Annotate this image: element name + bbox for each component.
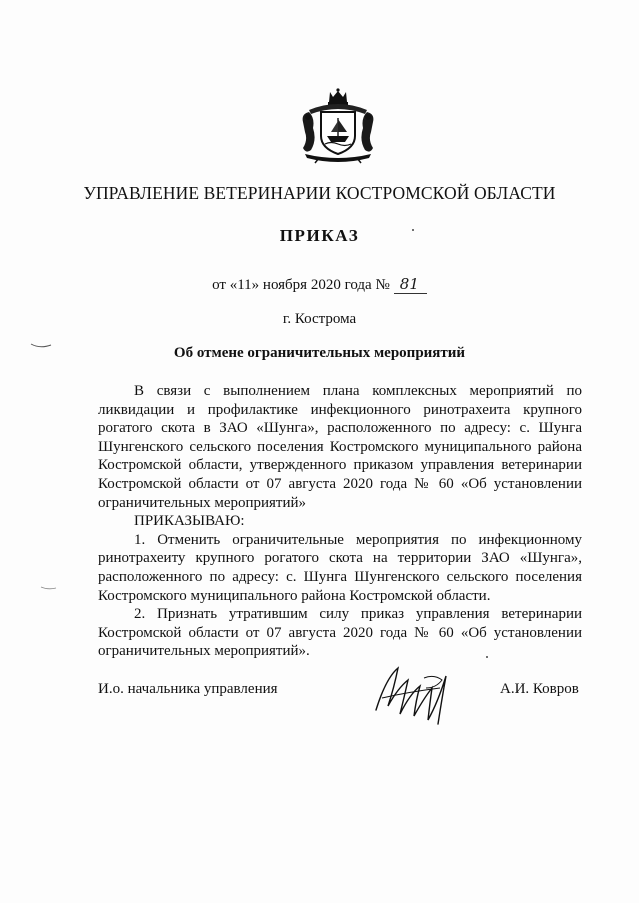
date-and-number-line (0, 275, 639, 294)
document-type-title: ПРИКАЗ (279, 226, 360, 245)
coat-of-arms-icon (297, 88, 379, 164)
document-number: 81 (394, 275, 427, 294)
order-item-2: 2. Признать утратившим силу приказ управления ветеринарии Костромской области от 07 августа 2020 года № 60 «Об установлении ограничительных мероприятий». (98, 606, 582, 660)
scan-speck (486, 656, 488, 658)
scan-artifact-mark (30, 343, 52, 349)
signer-name: А.И. Ковров (500, 681, 579, 697)
scan-artifact-mark (40, 585, 62, 591)
agency-name: УПРАВЛЕНИЕ ВЕТЕРИНАРИИ КОСТРОМСКОЙ ОБЛАСТИ (83, 183, 556, 203)
order-body (98, 382, 582, 661)
date-text: от «11» ноября 2020 года № (212, 277, 390, 293)
order-keyword: ПРИКАЗЫВАЮ: (134, 513, 245, 530)
preamble-paragraph: В связи с выполнением плана комплексных мероприятий по ликвидации и профилактике инфекционного ринотрахеита крупного рогатого скота в ЗАО «Шунга», расположенного по адресу: с. Шунга Шунгенского сельского поселения Костромского муниципального района Костромской области, утвержденного приказом управления ветеринарии Костромской области от 07 августа 2020 года № 60 «Об установлении ограничительных мероприятий» (98, 383, 582, 511)
order-item-1: 1. Отменить ограничительные мероприятия по инфекционному ринотрахеиту крупного рогатого скота на территории ЗАО «Шунга», расположенного по адресу: с. Шунга Шунгенского сельского поселения Костромского муниципального района Костромской области. (98, 531, 582, 604)
signer-position: И.о. начальника управления (98, 681, 278, 697)
city-line: г. Кострома (282, 311, 357, 327)
order-subject: Об отмене ограничительных мероприятий (173, 345, 466, 361)
scan-speck (412, 229, 414, 231)
handwritten-signature-icon (368, 658, 468, 728)
